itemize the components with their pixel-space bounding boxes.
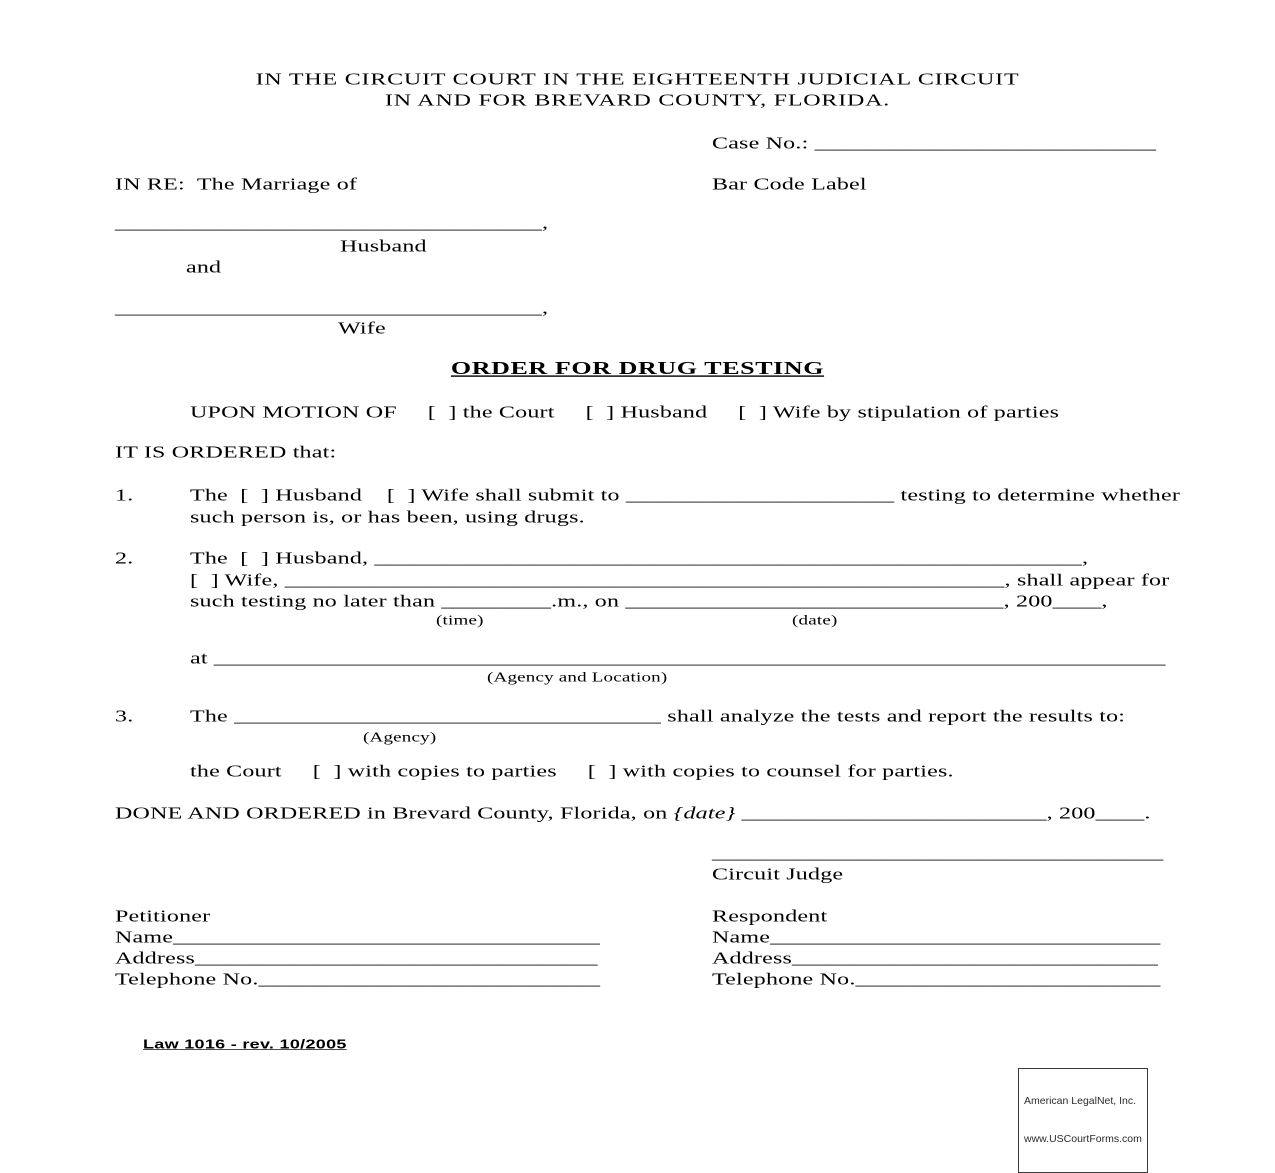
court-header-line2: IN AND FOR BREVARD COUNTY, FLORIDA. <box>384 91 891 110</box>
in-re-label: IN RE: The Marriage of <box>115 175 358 194</box>
done-prefix: DONE AND ORDERED in Brevard County, Florida, on <box>115 804 674 823</box>
bar-code-label: Bar Code Label <box>712 175 867 194</box>
petitioner-phone-line: Telephone No.____________________________ <box>115 970 601 989</box>
respondent-name-line: Name________________________________ <box>712 928 1161 947</box>
document-title: ORDER FOR DRUG TESTING <box>450 357 825 379</box>
wife-caption: Wife <box>338 319 386 338</box>
and-connector: and <box>186 258 222 277</box>
respondent-heading: Respondent <box>712 907 828 926</box>
item3-text-line2: the Court [ ] with copies to parties [ ] with copies to counsel for parties. <box>190 762 954 781</box>
done-suffix: _________________________, 200____. <box>735 804 1151 823</box>
form-number: Law 1016 - rev. 10/2005 <box>143 1037 347 1052</box>
petitioner-address-line: Address_________________________________ <box>115 949 598 968</box>
item2-text-line1: The [ ] Husband, __________________________________________________________, <box>190 549 1089 568</box>
date-caption: (date) <box>792 613 838 628</box>
item1-text-line1: The [ ] Husband [ ] Wife shall submit to ______________________ testing to determine whether <box>190 486 1181 505</box>
legalnet-stamp <box>1018 1068 1148 1173</box>
done-date-token: {date} <box>673 804 736 823</box>
case-number-label: Case No.: <box>712 134 815 153</box>
judge-signature-blank: _____________________________________ <box>712 844 1164 863</box>
respondent-phone-line: Telephone No._________________________ <box>712 970 1161 989</box>
wife-name-blank-line: ___________________________________, <box>115 299 549 318</box>
petitioner-name-line: Name___________________________________ <box>115 928 601 947</box>
it-is-ordered-line: IT IS ORDERED that: <box>115 443 337 462</box>
husband-caption: Husband <box>340 237 427 256</box>
legalnet-name: American LegalNet, Inc. <box>1024 1095 1137 1107</box>
case-number-row <box>712 135 1156 152</box>
case-number-blank: ____________________________ <box>814 134 1157 153</box>
item1-number: 1. <box>115 486 134 505</box>
item2-number: 2. <box>115 549 134 568</box>
upon-motion-line: UPON MOTION OF [ ] the Court [ ] Husband [ ] Wife by stipulation of parties <box>190 403 1060 422</box>
agency-location-caption: (Agency and Location) <box>487 670 668 685</box>
item3-number: 3. <box>115 707 134 726</box>
court-header-line1: IN THE CIRCUIT COURT IN THE EIGHTEENTH JUDICIAL CIRCUIT <box>255 70 1020 89</box>
item3-text-line1: The ___________________________________ shall analyze the tests and report the results to: <box>190 707 1126 726</box>
petitioner-heading: Petitioner <box>115 907 211 926</box>
agency-caption: (Agency) <box>363 730 437 745</box>
done-and-ordered-line <box>115 805 1151 822</box>
husband-name-blank-line: ___________________________________, <box>115 214 549 233</box>
item2-text-line2: [ ] Wife, ___________________________________________________________, shall appear for <box>190 571 1170 590</box>
legalnet-url: www.USCourtForms.com <box>1024 1132 1142 1145</box>
circuit-judge-label: Circuit Judge <box>712 865 844 884</box>
item2-text-line3: such testing no later than _________.m., on _______________________________, 200____, <box>190 592 1108 611</box>
respondent-address-line: Address______________________________ <box>712 949 1159 968</box>
item2-at-line: at ______________________________________________________________________________ <box>190 649 1166 668</box>
item1-text-line2: such person is, or has been, using drugs. <box>190 508 585 527</box>
time-caption: (time) <box>436 613 484 628</box>
